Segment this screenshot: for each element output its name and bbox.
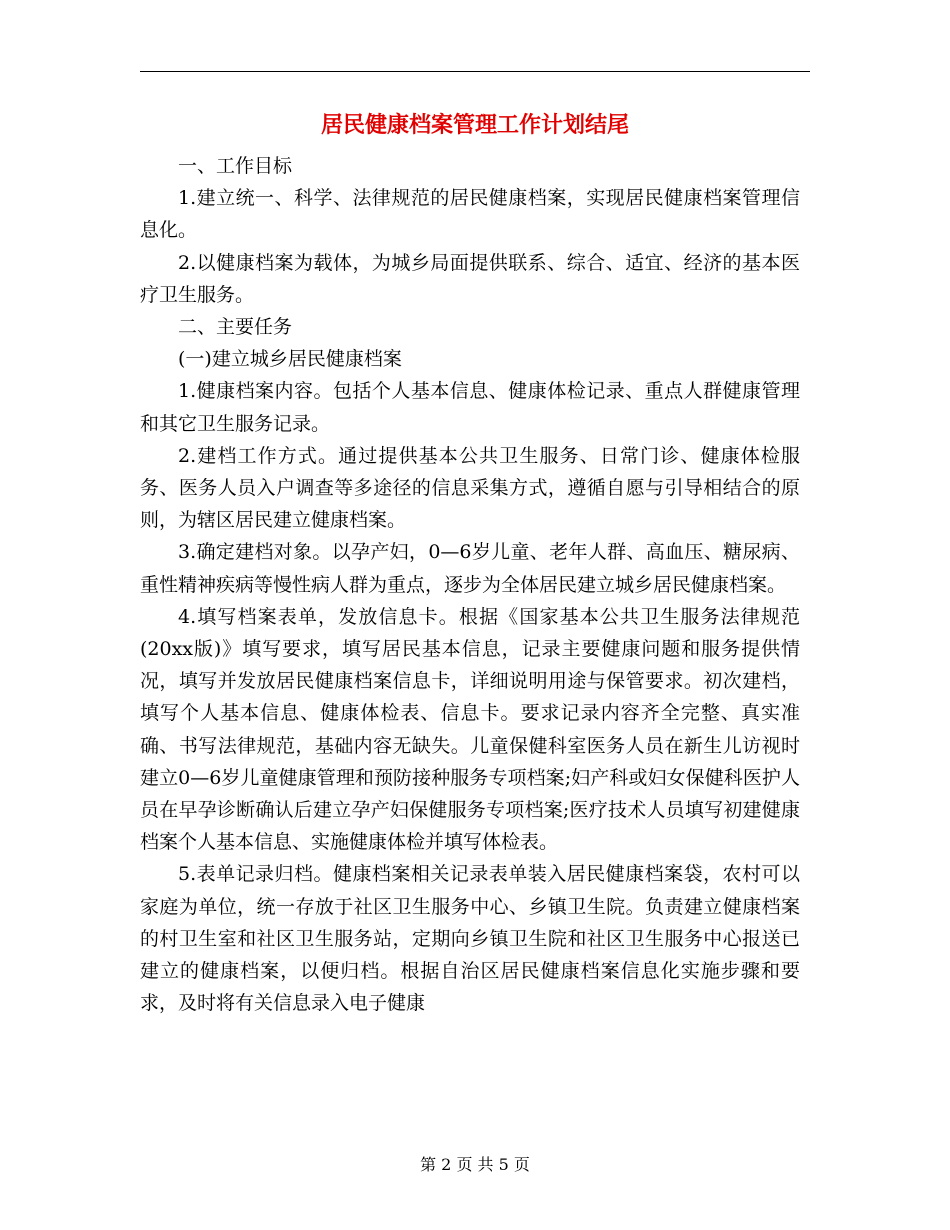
- paragraph-goal-2: 2.以健康档案为载体，为城乡局面提供联系、综合、适宜、经济的基本医疗卫生服务。: [140, 251, 800, 306]
- paragraph-task-2: 2.建档工作方式。通过提供基本公共卫生服务、日常门诊、健康体检服务、医务人员入户调查等多途径的信息采集方式，遵循自愿与引导相结合的原则，为辖区居民建立健康档案。: [140, 444, 800, 532]
- paragraph-task-5: 5.表单记录归档。健康档案相关记录表单装入居民健康档案袋，农村可以家庭为单位，统一存放于社区卫生服务中心、乡镇卫生院。负责建立健康档案的村卫生室和社区卫生服务站，定期向乡镇卫生院和社区卫生服务中心报送已建立的健康档案，以便归档。根据自治区居民健康档案信息化实施步骤和要求，及时将有关信息录入电子健康: [140, 863, 800, 1015]
- document-title: 居民健康档案管理工作计划结尾: [320, 112, 629, 138]
- document-body: [140, 150, 800, 1019]
- paragraph-task-1: 1.健康档案内容。包括个人基本信息、健康体检记录、重点人群健康管理和其它卫生服务记录。: [140, 380, 800, 435]
- paragraph-task-4: 4.填写档案表单，发放信息卡。根据《国家基本公共卫生服务法律规范(20xx版)》填写要求，填写居民基本信息，记录主要健康问题和服务提供情况，填写并发放居民健康档案信息卡，详细说明用途与保管要求。初次建档，填写个人基本信息、健康体检表、信息卡。要求记录内容齐全完整、真实准确、书写法律规范，基础内容无缺失。儿童保健科室医务人员在新生儿访视时建立0—6岁儿童健康管理和预防接种服务专项档案;妇产科或妇女保健科医护人员在早孕诊断确认后建立孕产妇保健服务专项档案;医疗技术人员填写初建健康档案个人基本信息、实施健康体检并填写体检表。: [140, 605, 800, 854]
- page-number: 第 2 页 共 5 页: [420, 1155, 530, 1174]
- header-rule: [140, 71, 810, 72]
- section-heading-goals: 一、工作目标: [178, 155, 293, 177]
- subsection-heading: (一)建立城乡居民健康档案: [178, 348, 402, 371]
- section-heading-tasks: 二、主要任务: [178, 316, 293, 339]
- paragraph-task-3: 3.确定建档对象。以孕产妇，0—6岁儿童、老年人群、高血压、糖尿病、重性精神疾病等慢性病人群为重点，逐步为全体居民建立城乡居民健康档案。: [140, 541, 800, 596]
- paragraph-goal-1: 1.建立统一、科学、法律规范的居民健康档案，实现居民健康档案管理信息化。: [140, 187, 800, 242]
